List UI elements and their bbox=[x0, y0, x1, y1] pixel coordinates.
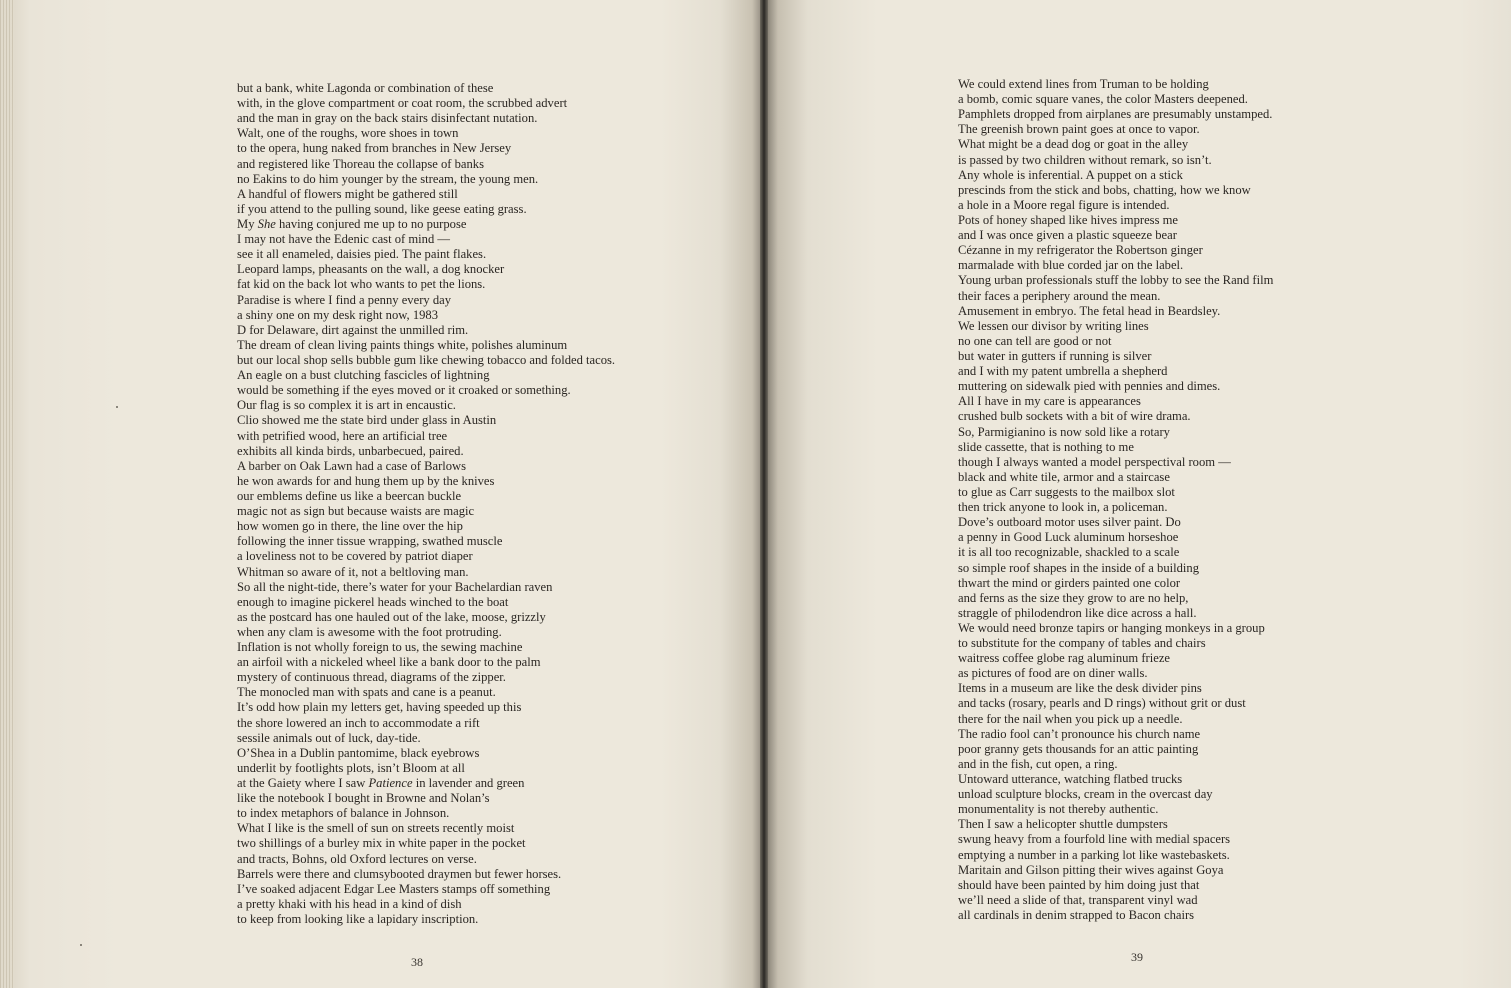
poem-line: though I always wanted a model perspectival room — bbox=[958, 454, 1231, 469]
poem-line: should have been painted by him doing just that bbox=[958, 877, 1200, 892]
poem-line: Whitman so aware of it, not a beltloving man. bbox=[237, 564, 469, 579]
poem-line: a shiny one on my desk right now, 1983 bbox=[237, 307, 439, 322]
poem-line: I’ve soaked adjacent Edgar Lee Masters stamps off something bbox=[237, 881, 551, 896]
poem-line: All I have in my care is appearances bbox=[958, 394, 1141, 409]
poem-line: but our local shop sells bubble gum like chewing tobacco and folded tacos. bbox=[237, 352, 616, 367]
poem-line: Then I saw a helicopter shuttle dumpsters bbox=[958, 817, 1168, 832]
poem-line: Clio showed me the state bird under glass in Austin bbox=[237, 413, 497, 428]
poem-line: So, Parmigianino is now sold like a rotary bbox=[958, 424, 1170, 439]
poem-line: as the postcard has one hauled out of the lake, moose, grizzly bbox=[237, 609, 546, 624]
poem-line: Maritain and Gilson pitting their wives against Goya bbox=[958, 862, 1224, 877]
poem-line: like the notebook I bought in Browne and Nolan’s bbox=[237, 791, 490, 806]
poem-line: two shillings of a burley mix in white paper in the pocket bbox=[237, 836, 526, 851]
poem-line: all cardinals in denim strapped to Bacon chairs bbox=[958, 908, 1195, 923]
poem-line: but a bank, white Lagonda or combination of these bbox=[237, 81, 494, 95]
poem-line: our emblems define us like a beercan buckle bbox=[237, 488, 462, 503]
poem-line: to index metaphors of balance in Johnson. bbox=[237, 806, 450, 821]
poem-line: with petrified wood, here an artificial tree bbox=[237, 428, 448, 443]
poem-line: Any whole is inferential. A puppet on a stick bbox=[958, 167, 1183, 182]
poem-line: Inflation is not wholly foreign to us, the sewing machine bbox=[237, 640, 523, 655]
poem-line: exhibits all kinda birds, unbarbecued, paired. bbox=[237, 443, 464, 458]
poem-line: The greenish brown paint goes at once to vapor. bbox=[958, 122, 1200, 137]
poem-line: Pamphlets dropped from airplanes are presumably unstamped. bbox=[958, 107, 1273, 122]
poem-line: he won awards for and hung them up by the knives bbox=[237, 473, 495, 488]
poem-line: thwart the mind or girders painted one color bbox=[958, 575, 1181, 590]
poem-line: What I like is the smell of sun on streets recently moist bbox=[237, 821, 515, 836]
poem-line: and the man in gray on the back stairs disinfectant nutation. bbox=[237, 111, 538, 126]
left-poem-text bbox=[237, 81, 615, 927]
poem-line: the shore lowered an inch to accommodate a rift bbox=[237, 715, 480, 730]
poem-line: The monocled man with spats and cane is a peanut. bbox=[237, 685, 496, 700]
book-gutter bbox=[760, 0, 768, 988]
poem-line: and ferns as the size they grow to are no help, bbox=[958, 590, 1189, 605]
poem-line: waitress coffee globe rag aluminum frieze bbox=[958, 651, 1171, 666]
paper-speck bbox=[116, 406, 118, 408]
poem-line: a pretty khaki with his head in a kind of dish bbox=[237, 896, 462, 911]
poem-line: prescinds from the stick and bobs, chatting, how we know bbox=[958, 182, 1251, 197]
poem-line: A barber on Oak Lawn had a case of Barlows bbox=[237, 458, 467, 473]
poem-line: Our flag is so complex it is art in encaustic. bbox=[237, 398, 456, 413]
poem-line: swung heavy from a fourfold line with medial spacers bbox=[958, 832, 1231, 847]
poem-line: a loveliness not to be covered by patriot diaper bbox=[237, 549, 473, 564]
right-page-number: 39 bbox=[1131, 950, 1143, 964]
poem-line: to substitute for the company of tables and chairs bbox=[958, 636, 1206, 651]
poem-line: if you attend to the pulling sound, like geese eating grass. bbox=[237, 201, 527, 216]
poem-line: is passed by two children without remark, so isn’t. bbox=[958, 152, 1212, 167]
poem-line: D for Delaware, dirt against the unmilled rim. bbox=[237, 322, 469, 337]
poem-line: muttering on sidewalk pied with pennies and dimes. bbox=[958, 379, 1221, 394]
poem-line: sessile animals out of luck, day-tide. bbox=[237, 730, 421, 745]
poem-line: it is all too recognizable, shackled to a scale bbox=[958, 545, 1180, 560]
poem-line: Dove’s outboard motor uses silver paint. Do bbox=[958, 515, 1181, 530]
paper-speck bbox=[80, 944, 82, 946]
poem-line: crushed bulb sockets with a bit of wire drama. bbox=[958, 409, 1191, 424]
poem-line: Pots of honey shaped like hives impress me bbox=[958, 212, 1179, 227]
poem-line: poor granny gets thousands for an attic painting bbox=[958, 741, 1199, 756]
poem-line: then trick anyone to look in, a policeman. bbox=[958, 500, 1168, 515]
poem-line: with, in the glove compartment or coat room, the scrubbed advert bbox=[237, 96, 568, 111]
poem-line: following the inner tissue wrapping, swathed muscle bbox=[237, 534, 503, 549]
poem-line: emptying a number in a parking lot like wastebaskets. bbox=[958, 847, 1230, 862]
poem-line: and tacks (rosary, pearls and D rings) without grit or dust bbox=[958, 696, 1246, 711]
poem-line: to glue as Carr suggests to the mailbox slot bbox=[958, 484, 1175, 499]
poem-line: The dream of clean living paints things white, polishes aluminum bbox=[237, 337, 568, 352]
poem-line: when any clam is awesome with the foot protruding. bbox=[237, 624, 502, 639]
poem-line: how women go in there, the line over the hip bbox=[237, 519, 463, 534]
poem-line: to keep from looking like a lapidary inscription. bbox=[237, 912, 479, 927]
poem-line: Paradise is where I find a penny every day bbox=[237, 292, 452, 307]
poem-line: an airfoil with a nickeled wheel like a bank door to the palm bbox=[237, 655, 541, 670]
poem-line: monumentality is not thereby authentic. bbox=[958, 802, 1159, 817]
poem-line: What might be a dead dog or goat in the alley bbox=[958, 137, 1189, 152]
poem-line: no Eakins to do him younger by the stream, the young men. bbox=[237, 171, 539, 186]
poem-line: see it all enameled, daisies pied. The paint flakes. bbox=[237, 247, 487, 262]
poem-line: Items in a museum are like the desk divider pins bbox=[958, 681, 1202, 696]
poem-line: slide cassette, that is nothing to me bbox=[958, 439, 1134, 454]
poem-line: their faces a periphery around the mean. bbox=[958, 288, 1161, 303]
poem-line: magic not as sign but because waists are magic bbox=[237, 504, 475, 519]
poem-line: I may not have the Edenic cast of mind — bbox=[237, 232, 450, 247]
poem-line: so simple roof shapes in the inside of a building bbox=[958, 560, 1199, 575]
poem-line: and registered like Thoreau the collapse of banks bbox=[237, 156, 485, 171]
poem-line: and I was once given a plastic squeeze bear bbox=[958, 228, 1177, 243]
poem-line: black and white tile, armor and a staircase bbox=[958, 469, 1170, 484]
poem-line: would be something if the eyes moved or it croaked or something. bbox=[237, 383, 571, 398]
poem-line: at the Gaiety where I saw Patience in lavender and green bbox=[237, 776, 525, 791]
poem-line: Cézanne in my refrigerator the Robertson ginger bbox=[958, 243, 1203, 258]
poem-line: to the opera, hung naked from branches in New Jersey bbox=[237, 141, 512, 156]
poem-line: An eagle on a bust clutching fascicles of lightning bbox=[237, 368, 490, 383]
poem-line: Leopard lamps, pheasants on the wall, a dog knocker bbox=[237, 262, 505, 277]
poem-line: We could extend lines from Truman to be holding bbox=[958, 77, 1209, 91]
poem-line: as pictures of food are on diner walls. bbox=[958, 666, 1148, 681]
page-edge bbox=[0, 0, 14, 988]
left-page-number: 38 bbox=[411, 955, 423, 969]
poem-line: and tracts, Bohns, old Oxford lectures on verse. bbox=[237, 851, 477, 866]
poem-line: marmalade with blue corded jar on the label. bbox=[958, 258, 1184, 273]
poem-line: So all the night-tide, there’s water for your Bachelardian raven bbox=[237, 579, 553, 594]
poem-line: a penny in Good Luck aluminum horseshoe bbox=[958, 530, 1179, 545]
poem-line: The radio fool can’t pronounce his church name bbox=[958, 726, 1201, 741]
poem-line: My She having conjured me up to no purpose bbox=[237, 216, 467, 231]
poem-line: Walt, one of the roughs, wore shoes in town bbox=[237, 126, 459, 141]
poem-line: no one can tell are good or not bbox=[958, 333, 1112, 348]
poem-line: and I with my patent umbrella a shepherd bbox=[958, 364, 1168, 379]
right-poem-text bbox=[958, 77, 1273, 923]
poem-line: underlit by footlights plots, isn’t Bloom at all bbox=[237, 760, 465, 775]
poem-line: there for the nail when you pick up a needle. bbox=[958, 711, 1183, 726]
poem-line: Young urban professionals stuff the lobby to see the Rand film bbox=[958, 273, 1274, 288]
poem-line: a hole in a Moore regal figure is intended. bbox=[958, 197, 1170, 212]
poem-line: fat kid on the back lot who wants to pet the lions. bbox=[237, 277, 486, 292]
poem-line: Untoward utterance, watching flatbed trucks bbox=[958, 772, 1183, 787]
poem-line: We lessen our divisor by writing lines bbox=[958, 318, 1149, 333]
poem-line: a bomb, comic square vanes, the color Masters deepened. bbox=[958, 92, 1248, 107]
poem-line: enough to imagine pickerel heads winched to the boat bbox=[237, 594, 509, 609]
poem-line: Barrels were there and clumsybooted draymen but fewer horses. bbox=[237, 866, 562, 881]
poem-line: straggle of philodendron like dice across a hall. bbox=[958, 605, 1197, 620]
poem-line: We would need bronze tapirs or hanging monkeys in a group bbox=[958, 620, 1265, 635]
poem-line: unload sculpture blocks, cream in the overcast day bbox=[958, 787, 1213, 802]
poem-line: and in the fish, cut open, a ring. bbox=[958, 756, 1118, 771]
poem-line: we’ll need a slide of that, transparent vinyl wad bbox=[958, 892, 1198, 907]
poem-line: O’Shea in a Dublin pantomime, black eyebrows bbox=[237, 745, 480, 760]
poem-line: Amusement in embryo. The fetal head in Beardsley. bbox=[958, 303, 1221, 318]
poem-line: It’s odd how plain my letters get, having speeded up this bbox=[237, 700, 522, 715]
poem-line: but water in gutters if running is silver bbox=[958, 348, 1152, 363]
poem-line: A handful of flowers might be gathered still bbox=[237, 186, 458, 201]
poem-line: mystery of continuous thread, diagrams of the zipper. bbox=[237, 670, 506, 685]
